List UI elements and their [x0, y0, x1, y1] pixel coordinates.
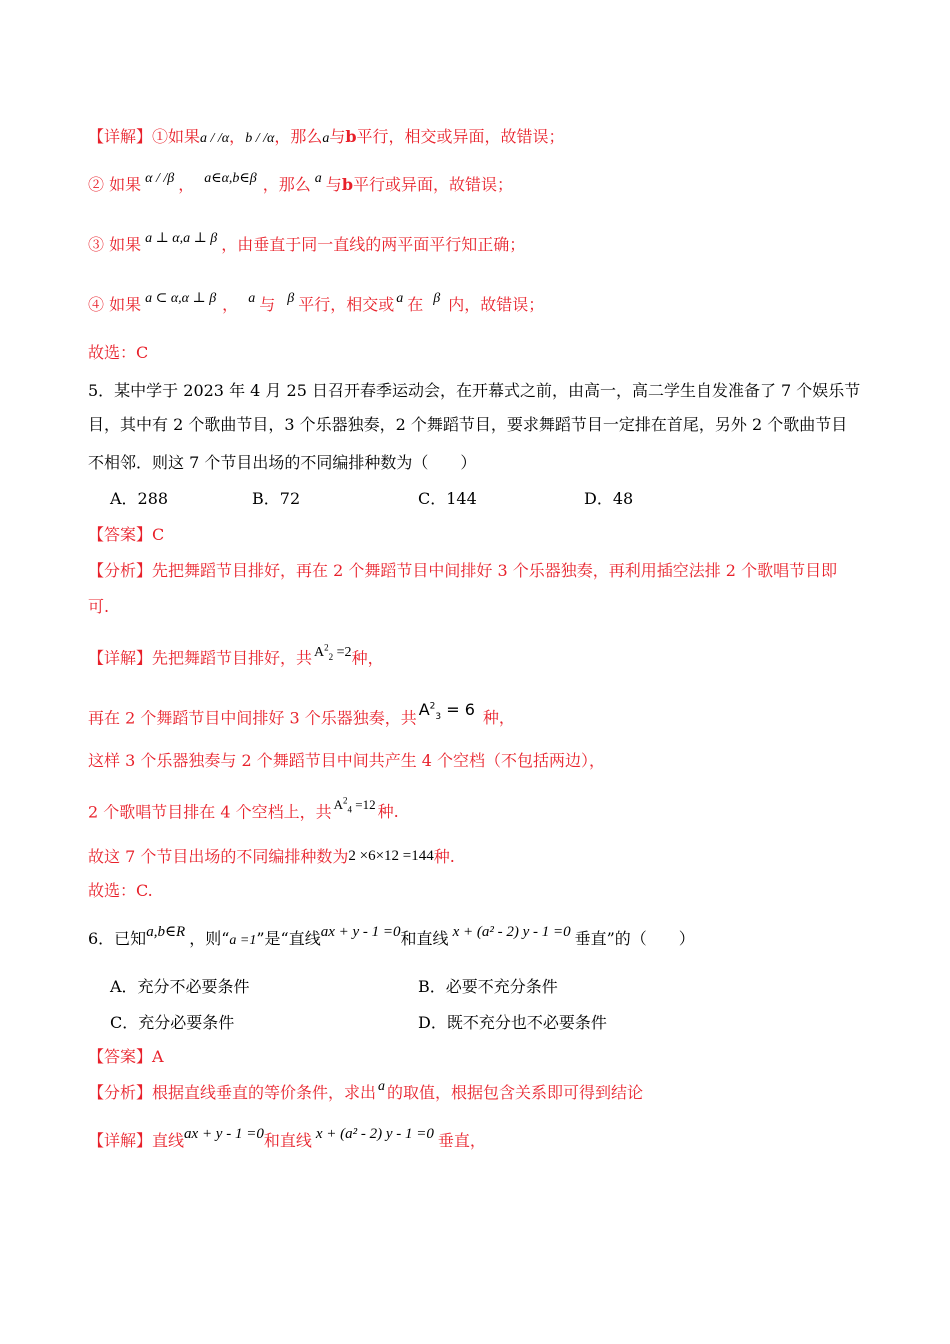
q6-detail: 【详解】直线ax + y - 1 =0和直线 x + (a² - 2) y - 1 =0 垂直， — [88, 1126, 486, 1150]
math-expression: x + (a² - 2) y - 1 =0 — [315, 1126, 434, 1142]
detail-line-4: ④ 如果 a ⊂ α,α ⊥ β ， a 与 β 平行，相交或 a 在 β 内，故错误； — [88, 291, 545, 314]
math-expression: $A^2_3 = 6$ — [418, 700, 475, 723]
math-expression: a — [322, 131, 330, 146]
q5-stem-line-1: 5．某中学于 2023 年 4 月 25 日召开春季运动会，在开幕式之前，由高一，高二学生自发准备了 7 个娱乐节 — [88, 381, 861, 400]
q6-option-d: D．既不充分也不必要条件 — [418, 1013, 607, 1032]
q5-option-a: A．288 — [110, 489, 169, 508]
math-expression: ax + y - 1 =0 — [184, 1126, 264, 1142]
q5-option-b: B．72 — [252, 489, 301, 508]
q5-answer: 【答案】C — [88, 525, 165, 544]
math-expression: a — [378, 1079, 386, 1094]
math-expression: a∈α,b∈β — [204, 171, 257, 186]
detail-choice: 故选：C — [88, 343, 149, 362]
q5-option-d: D．48 — [584, 489, 634, 508]
q5-option-c: C．144 — [418, 489, 477, 508]
math-expression: $A^2_2 =2$ — [314, 642, 352, 662]
q5-stem-line-2: 目，其中有 2 个歌曲节目，3 个乐器独奏，2 个舞蹈节目，要求舞蹈节目一定排在首尾，另外 2 个歌曲节目 — [88, 415, 848, 434]
math-expression: a,b∈R — [146, 924, 186, 940]
q6-analysis: 【分析】根据直线垂直的等价条件，求出 a 的取值，根据包含关系即可得到结论 — [88, 1079, 644, 1102]
q5-detail-line-3: 这样 3 个乐器独奏与 2 个舞蹈节目中间共产生 4 个空档（不包括两边）， — [88, 751, 606, 770]
math-expression: x + (a² - 2) y - 1 =0 — [452, 924, 571, 940]
math-expression: a — [248, 291, 256, 306]
q6-option-a: A．充分不必要条件 — [110, 977, 250, 996]
math-expression: 2 ×6×12 =144 — [348, 848, 434, 864]
q5-detail-line-2: 再在 2 个舞蹈节目中间排好 3 个乐器独奏，共 $A^2_3 = 6$ 种， — [88, 700, 515, 728]
math-expression: a — [396, 291, 404, 306]
q6-option-c: C．充分必要条件 — [110, 1013, 235, 1032]
math-expression: ax + y - 1 =0 — [320, 924, 401, 940]
math-expression: a ⊥ α,a ⊥ β — [145, 231, 218, 246]
math-expression: A24 =12 — [333, 796, 376, 815]
math-expression: a ⊂ α,α ⊥ β — [145, 291, 217, 306]
detail-tag: 【详解】 — [88, 127, 153, 146]
q5-detail-line-5: 故这 7 个节目出场的不同编排种数为2 ×6×12 =144种. — [88, 847, 455, 866]
detail-line-1: 【详解】①如果a / /α，b / /α，那么a与b平行，相交或异面，故错误； — [88, 127, 565, 146]
math-expression: β — [433, 291, 441, 306]
math-expression: b / /α — [245, 131, 275, 146]
q6-answer: 【答案】A — [88, 1047, 164, 1066]
detail-line-3: ③ 如果 a ⊥ α,a ⊥ β ，由垂直于同一直线的两平面平行知正确； — [88, 231, 526, 254]
q5-analysis-line-2: 可. — [88, 597, 110, 616]
q5-detail-line-4: 2 个歌唱节目排在 4 个空档上，共 $^{A^2_4 =12}$ 种. — [88, 796, 399, 822]
q5-detail-line-1: 【详解】先把舞蹈节目排好，共 $A^2_2 =2$种， — [88, 642, 384, 668]
math-expression: β — [287, 291, 295, 306]
detail-line-2: ② 如果 α / /β ， a∈α,b∈β ，那么 a 与b平行或异面，故错误； — [88, 171, 514, 194]
q5-analysis-line-1: 【分析】先把舞蹈节目排好，再在 2 个舞蹈节目中间排好 3 个乐器独奏，再利用插空法排 2 个歌唱节目即 — [88, 561, 838, 580]
q6-option-b: B．必要不充分条件 — [418, 977, 558, 996]
math-expression: a — [314, 171, 322, 186]
q6-stem: 6．已知a,b∈R ，则“a =1”是“直线ax + y - 1 =0和直线 x + (a² - 2) y - 1 =0 垂直”的（ ） — [88, 924, 695, 948]
math-expression: a =1 — [229, 933, 257, 948]
math-expression: α / /β — [145, 171, 175, 186]
q5-choice: 故选：C. — [88, 881, 153, 900]
q5-stem-line-3: 不相邻．则这 7 个节目出场的不同编排种数为（ ） — [88, 453, 477, 472]
math-expression: a / /α — [200, 131, 230, 146]
